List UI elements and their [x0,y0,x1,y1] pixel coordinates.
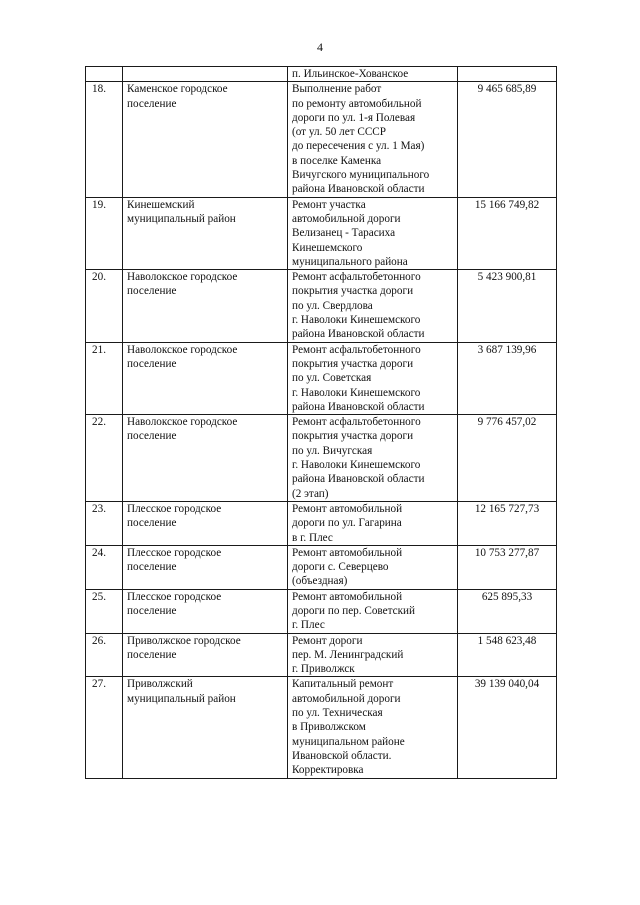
table-row [86,677,557,778]
table-row [86,589,557,633]
row-number: 27. [86,677,123,778]
municipality-cell: Кинешемский муниципальный район [123,197,288,269]
municipality-cell: Плесское городское поселение [123,545,288,589]
work-description-cell: Ремонт асфальтобетонного покрытия участка дороги по ул. Советская г. Наволоки Кинешемского района Ивановской области [288,342,458,414]
work-description-cell: п. Ильинское-Хованское [288,67,458,82]
municipality-cell: Приволжский муниципальный район [123,677,288,778]
table-row [86,197,557,269]
row-number: 22. [86,415,123,502]
work-description-cell: Ремонт асфальтобетонного покрытия участка дороги по ул. Вичугская г. Наволоки Кинешемского района Ивановской области (2 этап) [288,415,458,502]
table-row [86,67,557,82]
amount-cell: 9 776 457,02 [458,415,557,502]
municipality-cell: Плесское городское поселение [123,589,288,633]
table-row [86,633,557,677]
page-number: 4 [317,40,323,54]
amount-cell: 625 895,33 [458,589,557,633]
municipality-cell: Наволокское городское поселение [123,342,288,414]
table-row [86,545,557,589]
municipality-cell: Приволжское городское поселение [123,633,288,677]
amount-cell: 1 548 623,48 [458,633,557,677]
amount-cell: 15 166 749,82 [458,197,557,269]
table-row [86,82,557,197]
row-number [86,67,123,82]
municipality-cell: Каменское городское поселение [123,82,288,197]
work-description-cell: Ремонт дороги пер. М. Ленинградский г. Приволжск [288,633,458,677]
row-number: 25. [86,589,123,633]
amount-cell: 5 423 900,81 [458,270,557,342]
municipality-cell: Наволокское городское поселение [123,415,288,502]
amount-cell: 39 139 040,04 [458,677,557,778]
municipality-cell: Плесское городское поселение [123,501,288,545]
amount-cell: 3 687 139,96 [458,342,557,414]
amount-cell: 9 465 685,89 [458,82,557,197]
table-row [86,342,557,414]
row-number: 18. [86,82,123,197]
work-description-cell: Ремонт автомобильной дороги по ул. Гагарина в г. Плес [288,501,458,545]
table-row [86,270,557,342]
row-number: 23. [86,501,123,545]
work-description-cell: Ремонт асфальтобетонного покрытия участка дороги по ул. Свердлова г. Наволоки Кинешемского района Ивановской области [288,270,458,342]
row-number: 24. [86,545,123,589]
work-description-cell: Выполнение работ по ремонту автомобильной дороги по ул. 1-я Полевая (от ул. 50 лет СССР до пересечения с ул. 1 Мая) в поселке Каменка Вичугского муниципального района Ивановской области [288,82,458,197]
amount-cell: 12 165 727,73 [458,501,557,545]
table-row [86,415,557,502]
table-row [86,501,557,545]
work-description-cell: Ремонт автомобильной дороги по пер. Советский г. Плес [288,589,458,633]
work-description-cell: Ремонт автомобильной дороги с. Северцево (объездная) [288,545,458,589]
municipality-cell [123,67,288,82]
work-description-cell: Ремонт участка автомобильной дороги Велизанец - Тарасиха Кинешемского муниципального района [288,197,458,269]
funding-table [85,66,557,779]
municipality-cell: Наволокское городское поселение [123,270,288,342]
amount-cell [458,67,557,82]
row-number: 19. [86,197,123,269]
work-description-cell: Капитальный ремонт автомобильной дороги по ул. Техническая в Приволжском муниципальном районе Ивановской области. Корректировка [288,677,458,778]
amount-cell: 10 753 277,87 [458,545,557,589]
row-number: 20. [86,270,123,342]
row-number: 21. [86,342,123,414]
row-number: 26. [86,633,123,677]
